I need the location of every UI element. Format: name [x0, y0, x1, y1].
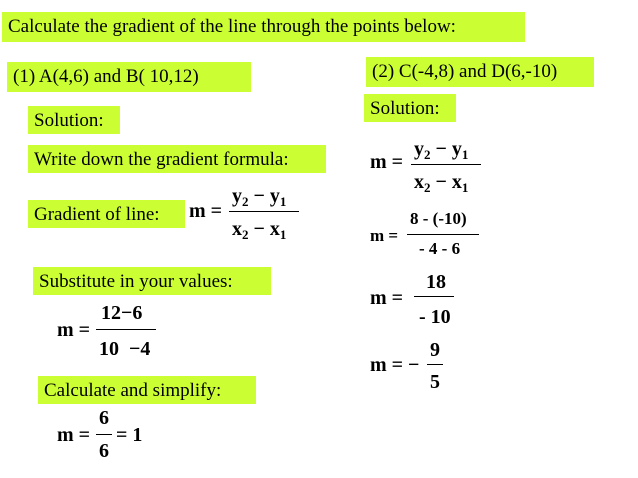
- substitution-denominator: 10 −4: [99, 338, 151, 360]
- right-evaluated-denominator: - 10: [419, 306, 451, 328]
- formula-numerator: $y_2 - y_1$: [232, 185, 287, 209]
- right-substitution-lhs: m =: [370, 226, 399, 245]
- problem-1-label: (1) A(4,6) and B( 10,12): [7, 62, 251, 92]
- right-substitution-numerator: 8 - (-10): [410, 209, 467, 228]
- problem-2-label: (2) C(-4,8) and D(6,-10): [366, 57, 594, 87]
- right-formula-denominator: $x_2 - x_1$: [414, 171, 469, 195]
- right-substitution-denominator: - 4 - 6: [419, 239, 461, 258]
- simplified-lhs: m =: [57, 424, 91, 446]
- step-write-formula: Write down the gradient formula:: [28, 145, 326, 173]
- right-result-fraction-bar: [427, 364, 443, 365]
- formula-denominator: $x_2 - x_1$: [232, 218, 287, 242]
- right-formula-lhs: m =: [370, 151, 404, 173]
- solution-label-right: Solution:: [364, 94, 456, 122]
- gradient-of-line-label: Gradient of line:: [28, 200, 185, 228]
- right-result-numerator: 9: [430, 339, 440, 361]
- simplified-fraction-bar: [96, 434, 112, 435]
- right-result-lhs: m = −: [370, 354, 420, 376]
- step-calculate: Calculate and simplify:: [38, 376, 256, 404]
- right-formula-fraction-bar: [411, 164, 481, 165]
- right-result-denominator: 5: [430, 371, 440, 393]
- substitution-numerator: 12−6: [101, 302, 143, 324]
- step-substitute: Substitute in your values:: [33, 267, 271, 295]
- simplified-result: = 1: [116, 424, 143, 446]
- right-evaluated-numerator: 18: [426, 271, 446, 293]
- right-evaluated-lhs: m =: [370, 287, 404, 309]
- right-substitution-fraction-bar: [407, 234, 479, 235]
- page-heading: Calculate the gradient of the line through the points below:: [2, 12, 525, 42]
- substitution-fraction-bar: [96, 329, 156, 330]
- formula-lhs: m =: [189, 200, 223, 222]
- substitution-lhs: m =: [57, 319, 91, 341]
- solution-label-left: Solution:: [28, 106, 120, 134]
- right-formula-numerator: $y_2 - y_1$: [414, 138, 469, 162]
- simplified-numerator: 6: [99, 407, 109, 429]
- formula-fraction-bar: [229, 211, 299, 212]
- right-evaluated-fraction-bar: [414, 296, 454, 297]
- simplified-denominator: 6: [99, 440, 109, 462]
